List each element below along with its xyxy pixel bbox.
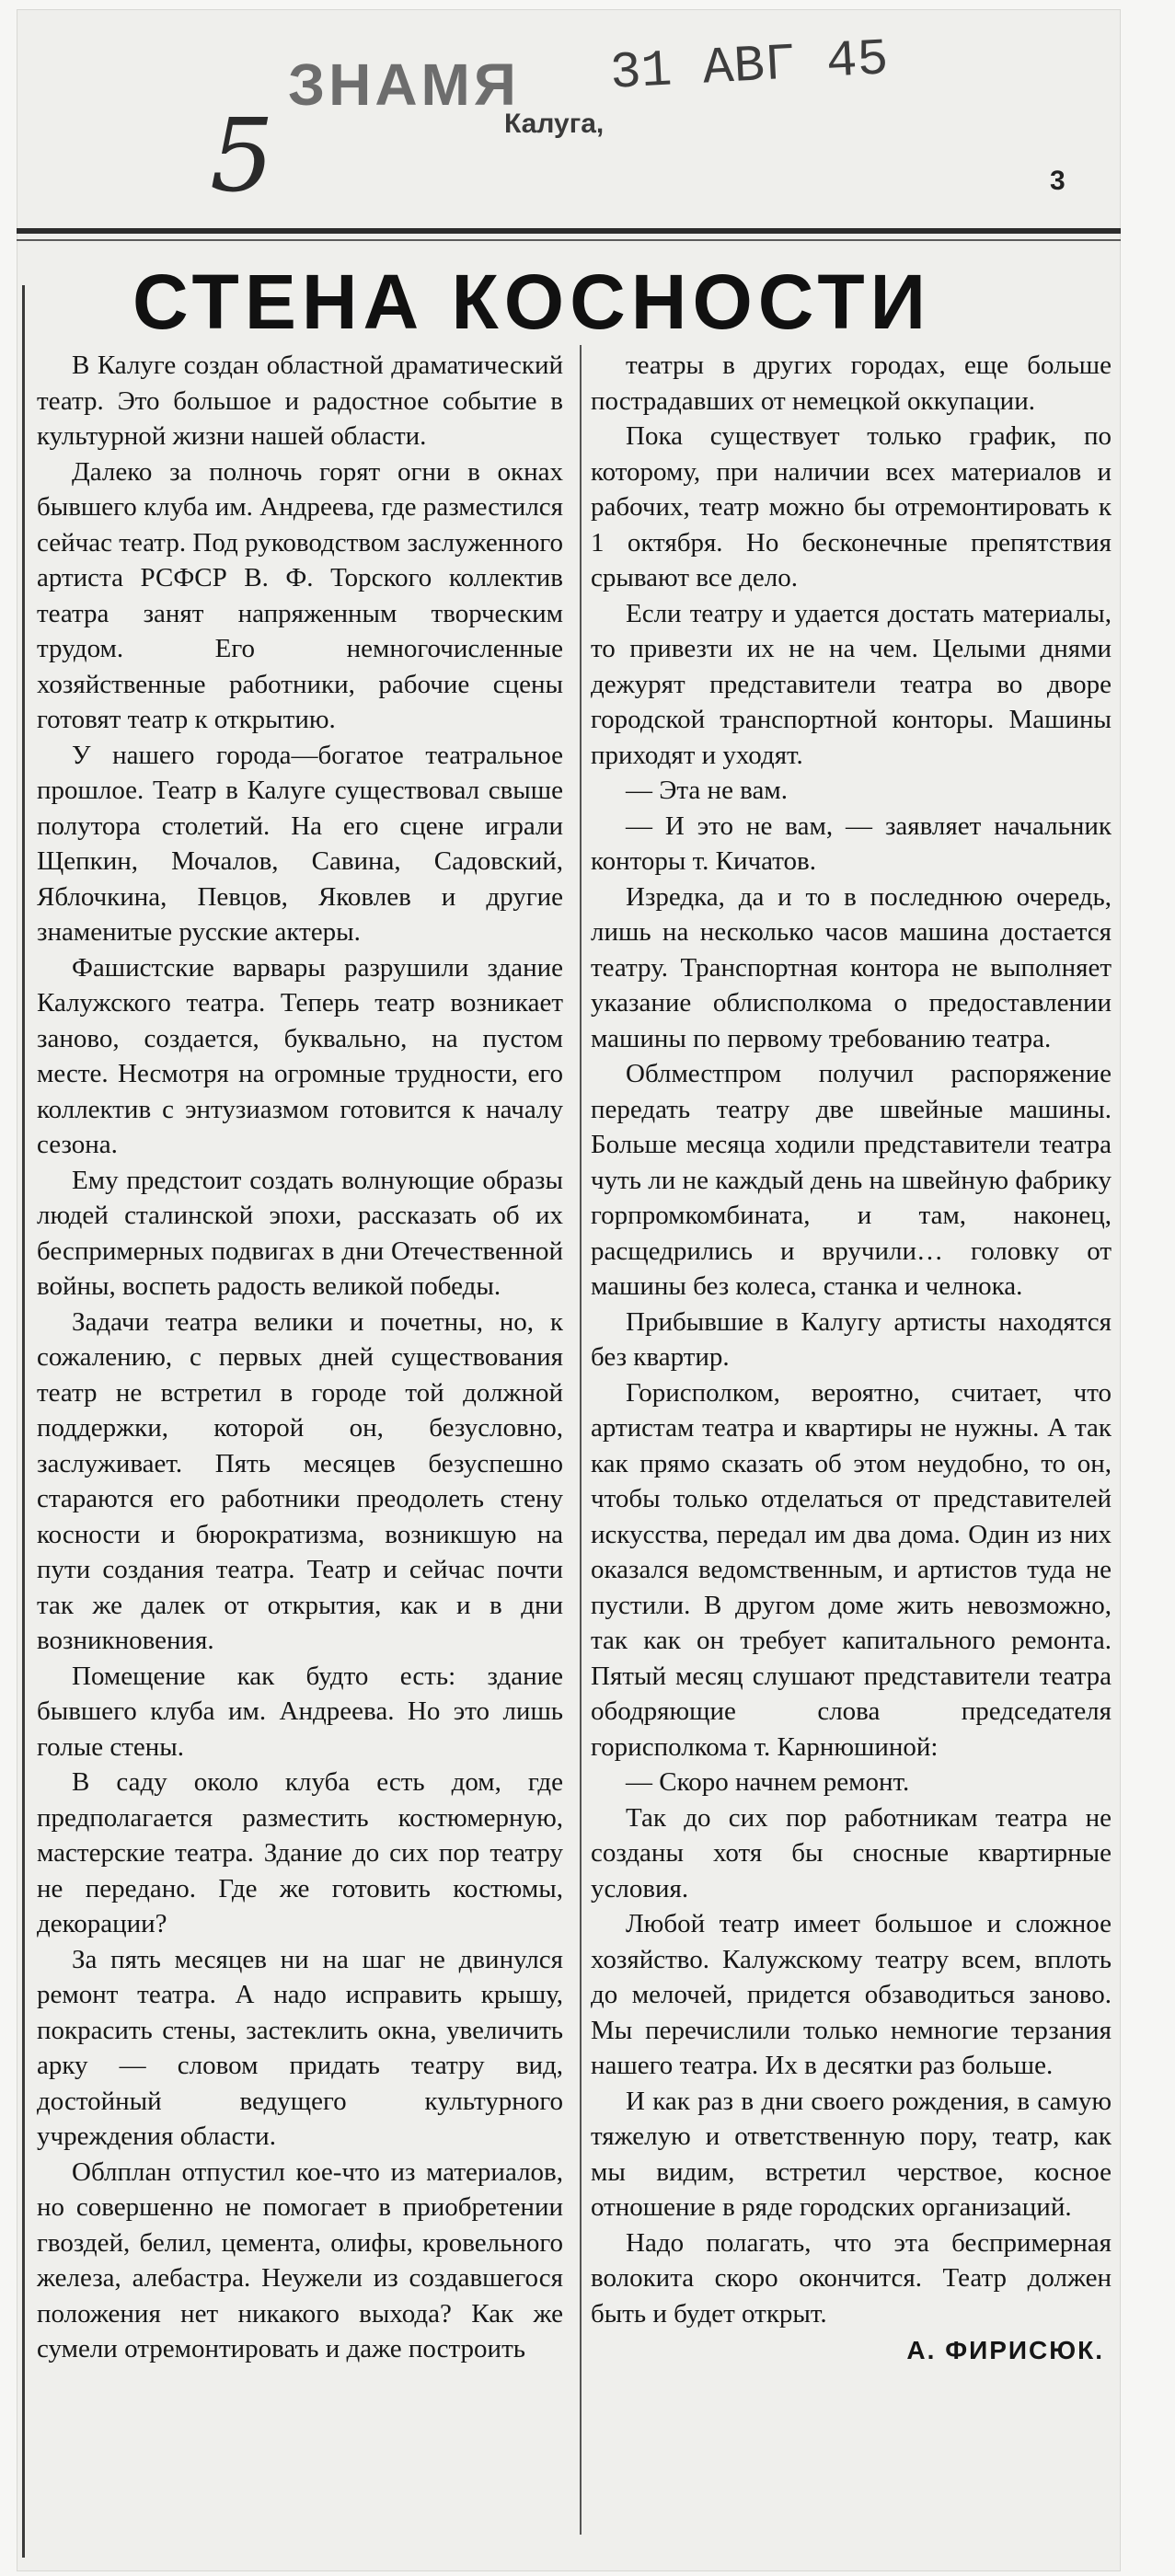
paragraph: Облместпром получил распоряжение передать театру две швейные машины. Больше месяца ходили представители театра чуть ли не каждый день на швейную фабрику горпромкомбината, и там, наконец, расщедрились и вручили… головку от машины без колеса, станка и челнока. xyxy=(591,1059,1112,1301)
paragraph: Далеко за полночь горят огни в окнах бывшего клуба им. Андреева, где разместился сейчас театр. Под руководством заслуженного артиста РСФСР В. Ф. Торского коллектив театра занят напряженным творческим трудом. Его немногочисленные хозяйственные работники, рабочие сцены готовят театр к открытию. xyxy=(37,456,563,734)
paragraph: Ему предстоит создать волнующие образы людей сталинской эпохи, рассказать об их беспримерных подвигах в дни Отечественной войны, воспеть радость великой победы. xyxy=(37,1165,563,1301)
paragraph: Прибывшие в Калугу артисты находятся без квартир. xyxy=(591,1306,1112,1372)
paragraph: театры в других городах, еще больше пострадавших от немецкой оккупации. xyxy=(591,351,1112,416)
masthead xyxy=(17,9,1121,239)
paragraph: Так до сих пор работникам театра не созданы хотя бы сносные квартирные условия. xyxy=(591,1802,1112,1903)
paragraph: Фашистские варвары разрушили здание Калужского театра. Теперь театр возникает заново, создается, буквально, на пустом месте. Несмотря на огромные трудности, его коллектив с энтузиазмом готовится к началу сезона. xyxy=(37,952,563,1159)
paragraph: В саду около клуба есть дом, где предполагается разместить костюмерную, мастерские театра. Здание до сих пор театру не передано. Где же готовить костюмы, декорации? xyxy=(37,1767,563,1938)
column-divider xyxy=(580,345,582,2535)
paragraph: Горисполком, вероятно, считает, что артистам театра и квартиры не нужны. А так как прямо сказать об этом неудобно, то он, чтобы только отделаться от представителей искусства, передал им два дома. Один из них оказался ведомственным, и артистов туда не пустили. В другом доме жить невозможно, так как он требует капитального ремонта. Пятый месяц слушают представители театра ободряющие слова председателя горисполкома т. Карнюшиной: xyxy=(591,1377,1112,1762)
paragraph: Если театру и удается достать материалы, то привезти их не на чем. Целыми днями дежурят представители театра во дворе городской транспортной конторы. Машины приходят и уходят. xyxy=(591,598,1112,770)
paragraph: И как раз в дни своего рождения, в самую тяжелую и ответственную пору, театр, как мы видим, встретил черствое, косное отношение в ряде городских организаций. xyxy=(591,2086,1112,2222)
paragraph: Изредка, да и то в последнюю очередь, лишь на несколько часов машина достается театру. Транспортная контора не выполняет указание облисполкома о предоставлении машины по первому требованию театра. xyxy=(591,881,1112,1053)
right-column xyxy=(591,348,1112,2369)
left-column xyxy=(37,348,563,2367)
date-stamp: 31 АВГ 45 xyxy=(608,29,890,103)
handwritten-number: 5 xyxy=(210,97,274,214)
paragraph: — Скоро начнем ремонт. xyxy=(626,1767,910,1797)
newspaper-clipping xyxy=(17,9,1121,2571)
paragraph: Надо полагать, что эта беспримерная волокита скоро окончится. Театр должен быть и будет открыт. xyxy=(591,2227,1112,2329)
paragraph: У нашего города—богатое театральное прошлое. Театр в Калуге существовал свыше полутора столетий. На его сцене играли Щепкин, Мочалов, Савина, Садовский, Яблочкина, Певцов, Яковлев и другие знаменитые русские актеры. xyxy=(37,740,563,947)
masthead-rule-thin xyxy=(17,239,1121,241)
paragraph: Помещение как будто есть: здание бывшего клуба им. Андреева. Но это лишь голые стены. xyxy=(37,1661,563,1762)
paragraph: За пять месяцев ни на шаг не двинулся ремонт театра. А надо исправить крышу, покрасить стены, застеклить окна, увеличить арку — словом придать театру вид, достойный ведущего культурного учреждения области. xyxy=(37,1944,563,2151)
paragraph: Облплан отпустил кое-что из материалов, но совершенно не помогает в приобретении гвоздей, белил, цемента, олифы, кровельного железа, алебастра. Неужели из создавшегося положения нет никакого выхода? Как же сумели отремонтировать и даже построить xyxy=(37,2156,563,2363)
left-border-rule xyxy=(22,285,25,2558)
paragraph: Задачи театра велики и почетны, но, к сожалению, с первых дней существования театр не встретил в городе той должной поддержки, которой он, безусловно, заслуживает. Пять месяцев безуспешно стараются его работники преодолеть стену косности и бюрократизма, возникшую на пути создания театра. Театр и сейчас почти так же далек от открытия, как и в дни возникновения. xyxy=(37,1306,563,1655)
paragraph: — И это не вам, — заявляет начальник конторы т. Кичатов. xyxy=(591,811,1112,876)
paragraph: В Калуге создан областной драматический театр. Это большое и радостное событие в культурной жизни нашей области. xyxy=(37,351,563,451)
paragraph: — Эта не вам. xyxy=(626,776,788,805)
masthead-rule-thick xyxy=(17,228,1121,234)
article-headline: СТЕНА КОСНОСТИ xyxy=(132,259,932,345)
newspaper-name: ЗНАМЯ xyxy=(288,52,520,118)
paragraph: Пока существует только график, по которому, при наличии всех материалов и рабочих, театр можно бы отремонтировать к 1 октября. Но бесконечные препятствия срывают все дело. xyxy=(591,421,1112,592)
page-number: 3 xyxy=(1050,166,1066,196)
paragraph: Любой театр имеет большое и сложное хозяйство. Калужскому театру всем, вплоть до мелочей, придется обзаводиться заново. Мы перечислили только немногие терзания нашего театра. Их в десятки раз больше. xyxy=(591,1909,1112,2080)
city-label: Калуга, xyxy=(504,109,605,139)
author-signature: А. ФИРИСЮК. xyxy=(906,2336,1104,2364)
